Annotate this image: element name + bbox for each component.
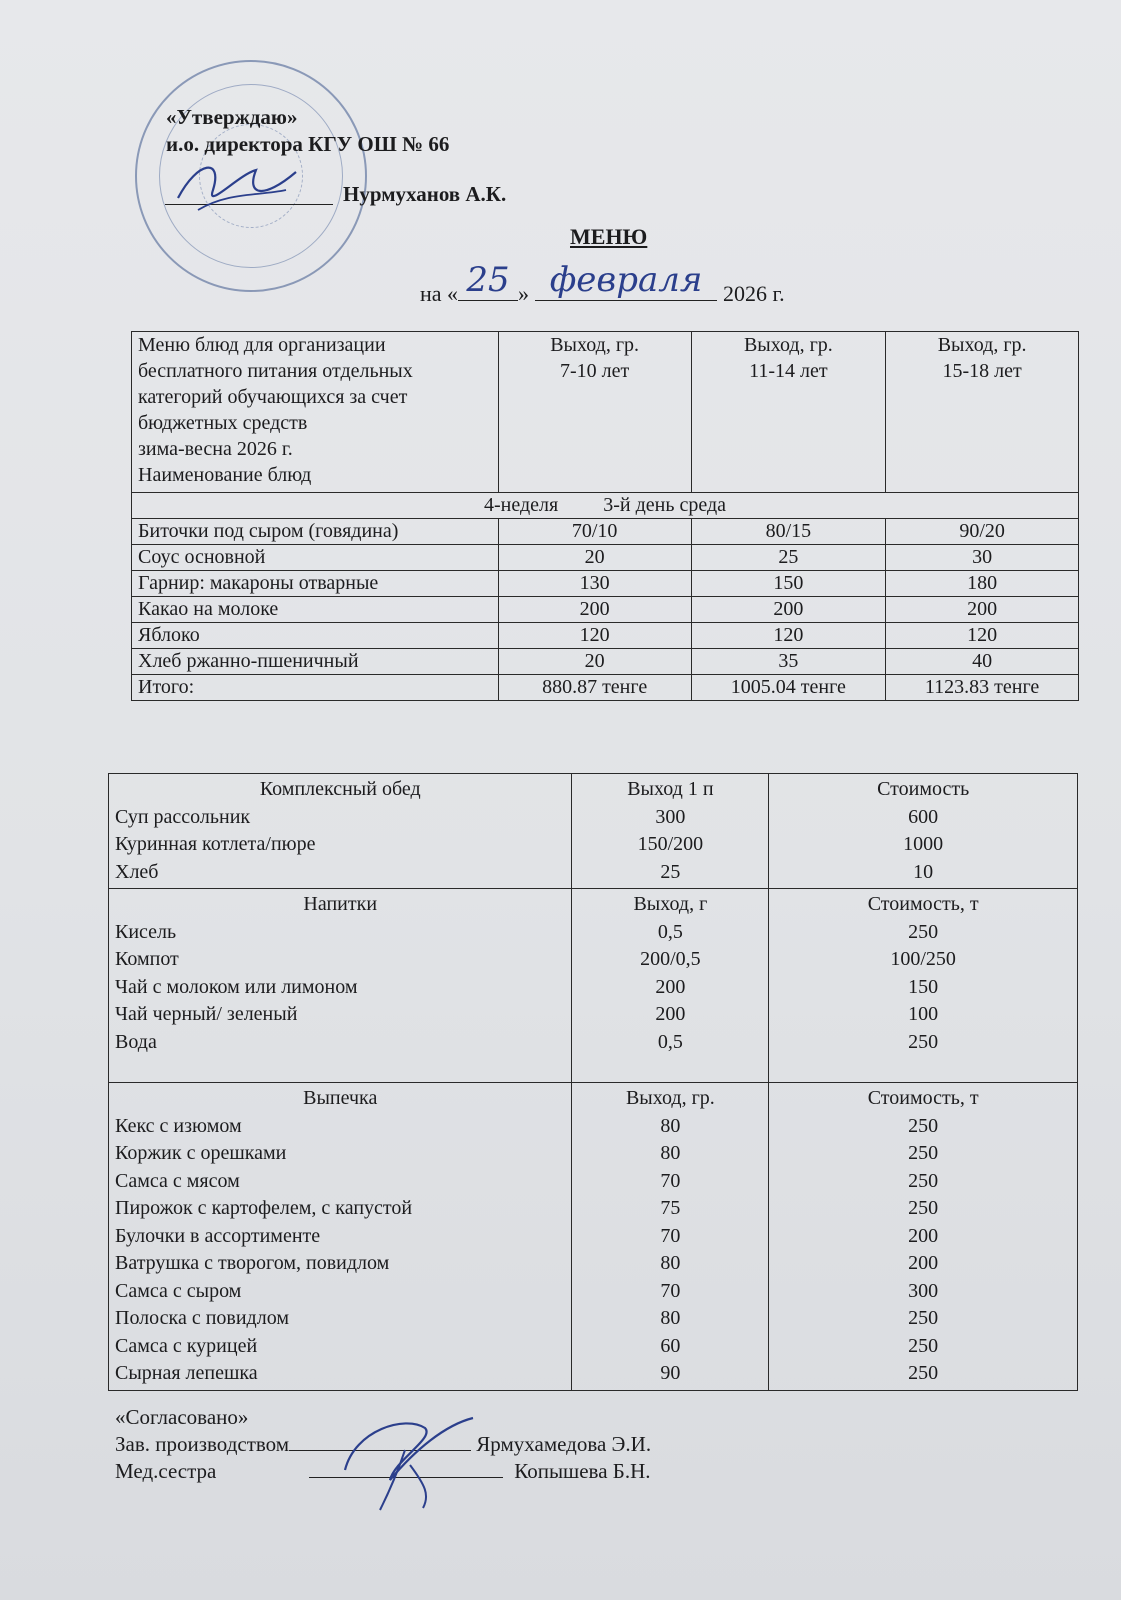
item-cost: 250 bbox=[908, 1169, 939, 1192]
approval-heading: «Утверждаю» bbox=[166, 105, 298, 129]
item-cost: 250 bbox=[908, 1362, 939, 1384]
item-output: 200 bbox=[655, 975, 686, 998]
production-head-signature bbox=[335, 1410, 485, 1515]
buffet-table bbox=[108, 773, 1078, 1391]
total-7-10: 880.87 тенге bbox=[498, 675, 691, 701]
portion-7-10: 200 bbox=[498, 597, 691, 623]
item-cost: 250 bbox=[908, 1142, 939, 1164]
item-cost: 250 bbox=[908, 1114, 939, 1137]
section-items bbox=[109, 1083, 572, 1391]
date-prefix: на « bbox=[420, 281, 459, 306]
section-items bbox=[109, 889, 572, 1083]
agreed-role-1: Зав. производством bbox=[115, 1432, 290, 1456]
item-cost: 600 bbox=[908, 805, 939, 828]
text-line: 15-18 лет bbox=[942, 360, 1022, 382]
text-line: Выход, гр. bbox=[937, 334, 1027, 356]
portion-11-14: 25 bbox=[691, 545, 886, 571]
text-line: Меню блюд для организации bbox=[138, 334, 386, 356]
dish-name: Хлеб ржанно-пшеничный bbox=[132, 649, 499, 675]
item-name: Чай черный/ зеленый bbox=[115, 1003, 298, 1025]
header-dish-name bbox=[132, 332, 499, 493]
dish-row bbox=[132, 545, 1079, 571]
date-year: 2026 г. bbox=[723, 281, 785, 306]
text-line: бесплатного питания отдельных bbox=[138, 360, 413, 382]
portion-7-10: 20 bbox=[498, 649, 691, 675]
dish-row bbox=[132, 649, 1079, 675]
item-output: 200/0,5 bbox=[640, 948, 701, 970]
section-costs bbox=[769, 774, 1078, 889]
agreed-heading: «Согласовано» bbox=[115, 1405, 249, 1429]
portion-11-14: 80/15 bbox=[691, 519, 886, 545]
item-cost: 100 bbox=[908, 1003, 939, 1025]
item-cost: 200 bbox=[908, 1252, 939, 1274]
item-name: Полоска с повидлом bbox=[115, 1307, 289, 1329]
section-caption: Выпечка bbox=[303, 1087, 378, 1109]
item-cost: 250 bbox=[908, 1030, 939, 1053]
item-output: 75 bbox=[660, 1197, 681, 1219]
item-output: 80 bbox=[660, 1307, 681, 1329]
item-cost: 250 bbox=[908, 1307, 939, 1329]
agreed-name-2: Копышева Б.Н. bbox=[514, 1459, 651, 1483]
section-costs bbox=[769, 889, 1078, 1083]
section-outputs bbox=[572, 774, 769, 889]
text-line: 11-14 лет bbox=[749, 360, 828, 382]
portion-15-18: 30 bbox=[886, 545, 1079, 571]
item-cost: 1000 bbox=[903, 833, 944, 855]
date-mid: » bbox=[518, 281, 530, 306]
item-output: 90 bbox=[660, 1362, 681, 1384]
portion-15-18: 90/20 bbox=[886, 519, 1079, 545]
item-output: 150/200 bbox=[637, 833, 704, 855]
item-cost: 10 bbox=[913, 860, 934, 883]
buffet-section bbox=[109, 889, 1078, 1083]
portion-11-14: 35 bbox=[691, 649, 886, 675]
item-name: Булочки в ассортименте bbox=[115, 1224, 321, 1247]
portion-7-10: 70/10 bbox=[498, 519, 691, 545]
item-output: 200 bbox=[655, 1003, 686, 1025]
item-output: 0,5 bbox=[657, 1030, 683, 1053]
main-menu-table bbox=[131, 331, 1079, 701]
item-name: Самса с курицей bbox=[115, 1334, 258, 1357]
item-name: Коржик с орешками bbox=[115, 1142, 287, 1164]
section-caption: Напитки bbox=[303, 893, 378, 915]
item-cost: 100/250 bbox=[890, 948, 956, 970]
dish-name: Яблоко bbox=[132, 623, 499, 649]
portion-7-10: 130 bbox=[498, 571, 691, 597]
text-line: Наименование блюд bbox=[138, 464, 312, 486]
item-cost: 300 bbox=[908, 1279, 939, 1302]
item-output: 70 bbox=[660, 1169, 681, 1192]
item-output: 60 bbox=[660, 1334, 681, 1357]
buffet-section bbox=[109, 774, 1078, 889]
date-month: февраля bbox=[535, 260, 717, 301]
agreed-name-1: Ярмухамедова Э.И. bbox=[476, 1432, 652, 1456]
header-age-15-18 bbox=[886, 332, 1079, 493]
portion-11-14: 200 bbox=[691, 597, 886, 623]
item-output: 300 bbox=[655, 805, 686, 828]
dish-row bbox=[132, 597, 1079, 623]
item-output: 80 bbox=[660, 1114, 681, 1137]
dish-name: Гарнир: макароны отварные bbox=[132, 571, 499, 597]
text-line: зима-весна 2026 г. bbox=[138, 438, 293, 460]
portion-11-14: 150 bbox=[691, 571, 886, 597]
item-output: 80 bbox=[660, 1252, 681, 1274]
week-day-label: 4-неделя 3-й день среда bbox=[132, 493, 1079, 519]
header-age-7-10 bbox=[498, 332, 691, 493]
section-caption: Стоимость, т bbox=[867, 1087, 979, 1109]
item-name: Самса с мясом bbox=[115, 1169, 240, 1192]
item-cost: 250 bbox=[908, 920, 939, 943]
item-output: 70 bbox=[660, 1279, 681, 1302]
dish-row bbox=[132, 623, 1079, 649]
item-cost: 200 bbox=[908, 1224, 939, 1247]
dish-name: Соус основной bbox=[132, 545, 499, 571]
dish-name: Биточки под сыром (говядина) bbox=[132, 519, 499, 545]
agreed-role-2: Мед.сестра bbox=[115, 1459, 217, 1483]
page-title: МЕНЮ bbox=[570, 224, 648, 249]
item-name: Компот bbox=[115, 948, 179, 970]
portion-15-18: 40 bbox=[886, 649, 1079, 675]
date-day: 25 bbox=[458, 260, 518, 301]
dish-name: Какао на молоке bbox=[132, 597, 499, 623]
section-caption: Стоимость, т bbox=[867, 893, 979, 915]
text-line: бюджетных средств bbox=[138, 412, 308, 434]
buffet-section bbox=[109, 1083, 1078, 1391]
menu-date bbox=[420, 260, 785, 307]
portion-7-10: 20 bbox=[498, 545, 691, 571]
item-name: Кисель bbox=[115, 920, 177, 943]
portion-15-18: 120 bbox=[886, 623, 1079, 649]
week-day-row bbox=[132, 493, 1079, 519]
text-line: Выход, гр. bbox=[550, 334, 640, 356]
section-caption: Комплексный обед bbox=[259, 778, 421, 800]
item-name: Ватрушка с творогом, повидлом bbox=[115, 1252, 390, 1274]
portion-11-14: 120 bbox=[691, 623, 886, 649]
portion-15-18: 180 bbox=[886, 571, 1079, 597]
item-output: 80 bbox=[660, 1142, 681, 1164]
dish-row bbox=[132, 519, 1079, 545]
director-signature bbox=[168, 150, 308, 220]
item-output: 70 bbox=[660, 1224, 681, 1247]
section-outputs bbox=[572, 889, 769, 1083]
item-name: Самса с сыром bbox=[115, 1279, 242, 1302]
section-caption: Стоимость bbox=[877, 778, 970, 800]
item-name: Куринная котлета/пюре bbox=[115, 833, 316, 855]
text-line: категорий обучающихся за счет bbox=[138, 386, 408, 408]
total-15-18: 1123.83 тенге bbox=[886, 675, 1079, 701]
section-caption: Выход, г bbox=[633, 893, 708, 915]
item-cost: 150 bbox=[908, 975, 939, 998]
section-costs bbox=[769, 1083, 1078, 1391]
dish-row bbox=[132, 571, 1079, 597]
item-cost: 250 bbox=[908, 1197, 939, 1219]
main-table-header bbox=[132, 332, 1079, 493]
portion-15-18: 200 bbox=[886, 597, 1079, 623]
item-cost: 250 bbox=[908, 1334, 939, 1357]
item-name: Хлеб bbox=[115, 860, 159, 883]
total-row bbox=[132, 675, 1079, 701]
portion-7-10: 120 bbox=[498, 623, 691, 649]
header-age-11-14 bbox=[691, 332, 886, 493]
director-name: Нурмуханов А.К. bbox=[343, 182, 507, 206]
item-name: Чай с молоком или лимоном bbox=[115, 975, 358, 998]
item-output: 0,5 bbox=[657, 920, 683, 943]
item-output: 25 bbox=[660, 860, 681, 883]
item-name: Кекс с изюмом bbox=[115, 1114, 242, 1137]
section-items bbox=[109, 774, 572, 889]
item-name: Сырная лепешка bbox=[115, 1362, 258, 1384]
section-caption: Выход, гр. bbox=[625, 1087, 715, 1109]
section-outputs bbox=[572, 1083, 769, 1391]
total-11-14: 1005.04 тенге bbox=[691, 675, 886, 701]
item-name: Суп рассольник bbox=[115, 805, 251, 828]
item-name: Вода bbox=[115, 1030, 157, 1053]
section-caption: Выход 1 п bbox=[627, 778, 714, 800]
text-line: 7-10 лет bbox=[560, 360, 630, 382]
item-name: Пирожок с картофелем, с капустой bbox=[115, 1197, 413, 1219]
total-label: Итого: bbox=[132, 675, 499, 701]
approval-position: и.о. директора КГУ ОШ № 66 bbox=[166, 132, 450, 156]
text-line: Выход, гр. bbox=[743, 334, 833, 356]
